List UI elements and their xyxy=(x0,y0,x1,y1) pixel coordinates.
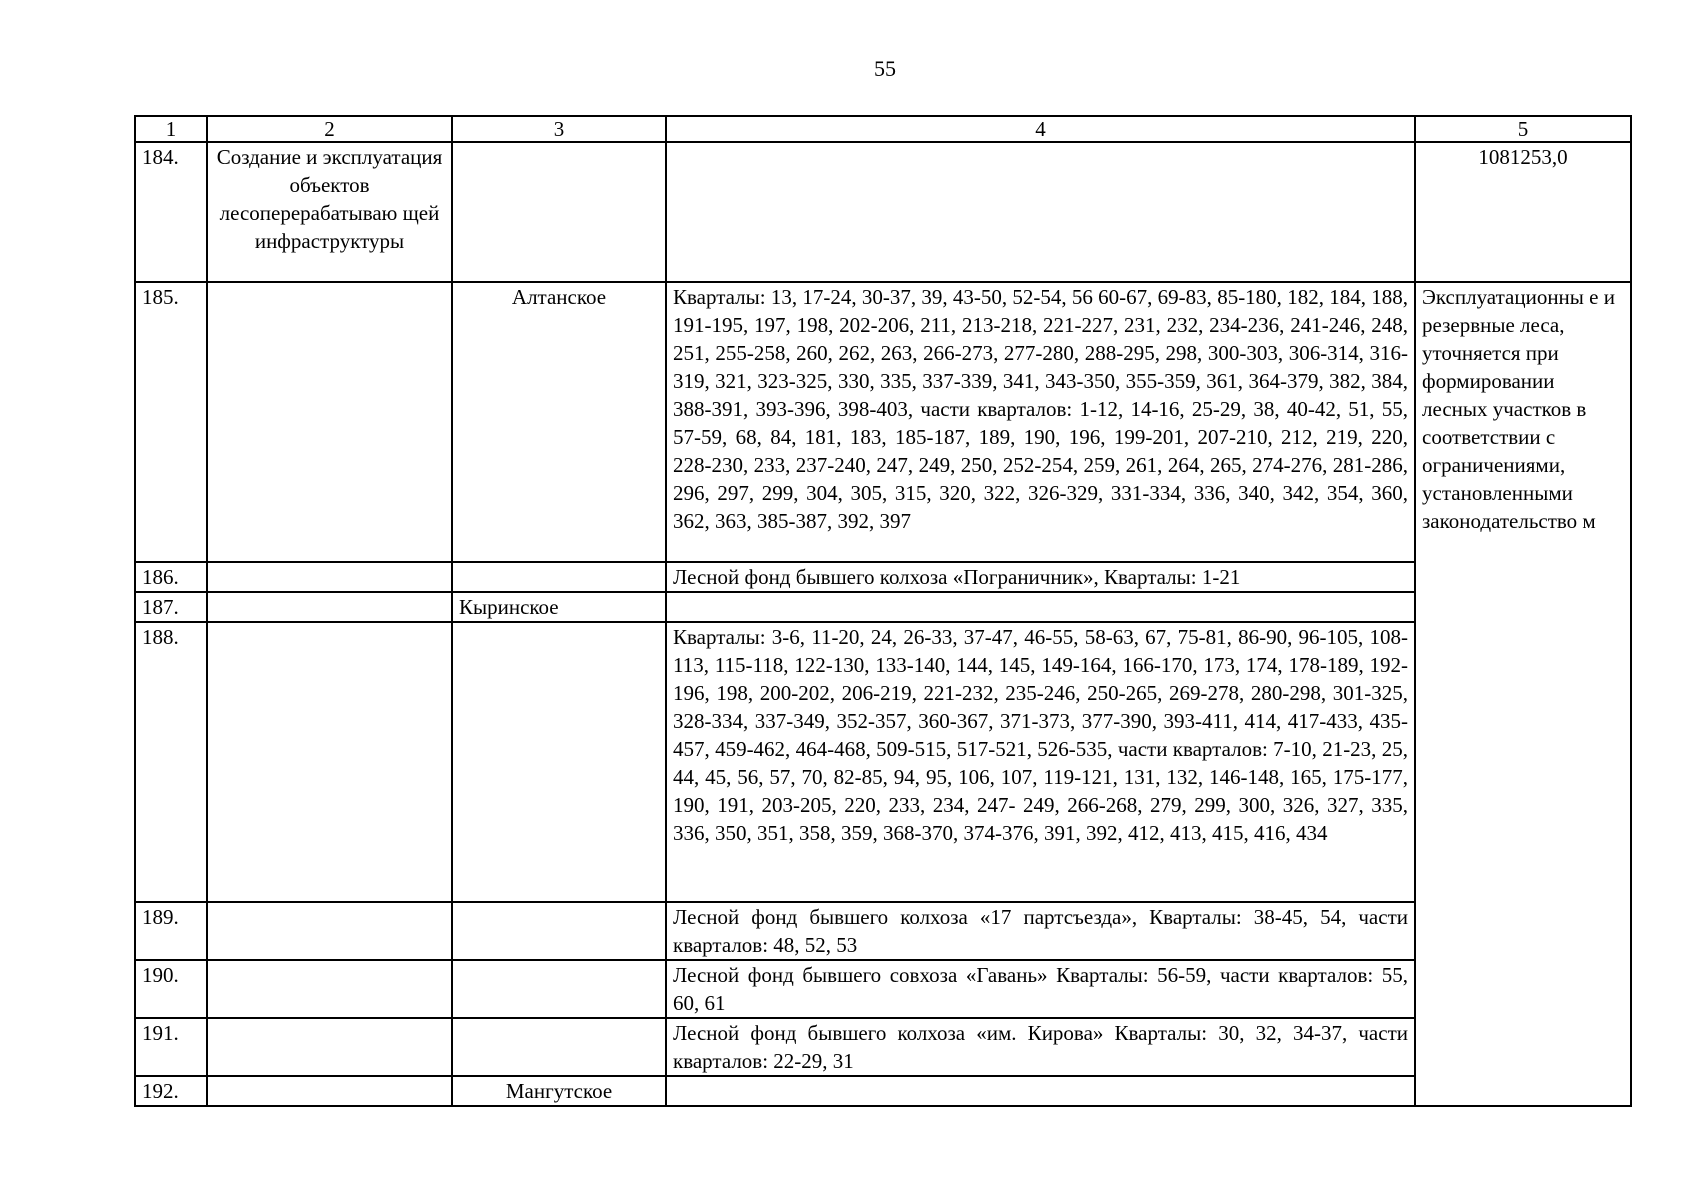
quarters-cell: Лесной фонд бывшего колхоза «им. Кирова» Кварталы: 30, 32, 34-37, части кварталов: 22-29, 31 xyxy=(666,1018,1415,1076)
activity-name xyxy=(207,592,452,622)
row-number: 187. xyxy=(135,592,207,622)
table-row xyxy=(135,592,1631,622)
forestry-cell xyxy=(452,1018,666,1076)
table-row xyxy=(135,622,1631,902)
table-row xyxy=(135,960,1631,1018)
activity-name xyxy=(207,960,452,1018)
row-number: 184. xyxy=(135,142,207,282)
forest-table xyxy=(134,115,1632,1107)
quarters-cell: Лесной фонд бывшего колхоза «17 партсъезда», Кварталы: 38-45, 54, части кварталов: 48, 52, 53 xyxy=(666,902,1415,960)
quarters-cell xyxy=(666,1076,1415,1106)
forestry-name: Кыринское xyxy=(452,592,666,622)
header-cell: 5 xyxy=(1415,116,1631,142)
row-number: 192. xyxy=(135,1076,207,1106)
forestry-cell xyxy=(452,902,666,960)
row-number: 190. xyxy=(135,960,207,1018)
table-row xyxy=(135,1076,1631,1106)
page-number: 55 xyxy=(874,56,896,81)
activity-name xyxy=(207,282,452,562)
activity-name xyxy=(207,902,452,960)
quarters-cell: Кварталы: 13, 17-24, 30-37, 39, 43-50, 52-54, 56 60-67, 69-83, 85-180, 182, 184, 188, 191-195, 197, 198, 202-206, 211, 213-218, 221-227, 231, 232, 234-236, 241-246, 248, 251, 255-258, 260, 262, 263, 266-273, 277-280, 288-295, 298, 300-303, 306-314, 316-319, 321, 323-325, 330, 335, 337-339, 341, 343-350, 355-359, 361, 364-379, 382, 384, 388-391, 393-396, 398-403, части кварталов: 1-12, 14-16, 25-29, 38, 40-42, 51, 55, 57-59, 68, 84, 181, 183, 185-187, 189, 190, 196, 199-201, 207-210, 212, 219, 220, 228-230, 233, 237-240, 247, 249, 250, 252-254, 259, 261, 264, 265, 274-276, 281-286, 296, 297, 299, 304, 305, 315, 320, 322, 326-329, 331-334, 336, 340, 342, 354, 360, 362, 363, 385-387, 392, 397 xyxy=(666,282,1415,562)
table-row xyxy=(135,282,1631,562)
table-row xyxy=(135,1018,1631,1076)
header-cell: 1 xyxy=(135,116,207,142)
row-number: 189. xyxy=(135,902,207,960)
activity-name xyxy=(207,622,452,902)
header-cell: 4 xyxy=(666,116,1415,142)
forestry-cell xyxy=(452,960,666,1018)
row-number: 191. xyxy=(135,1018,207,1076)
forestry-cell xyxy=(452,142,666,282)
table-header-row xyxy=(135,116,1631,142)
activity-name xyxy=(207,1076,452,1106)
activity-name: Создание и эксплуатация объектов лесоперерабатываю щей инфраструктуры xyxy=(207,142,452,282)
row-number: 188. xyxy=(135,622,207,902)
quarters-cell: Лесной фонд бывшего колхоза «Пограничник», Кварталы: 1-21 xyxy=(666,562,1415,592)
quarters-cell xyxy=(666,592,1415,622)
activity-name xyxy=(207,1018,452,1076)
row-number: 186. xyxy=(135,562,207,592)
forestry-cell xyxy=(452,622,666,902)
table-row xyxy=(135,562,1631,592)
quarters-cell: Кварталы: 3-6, 11-20, 24, 26-33, 37-47, 46-55, 58-63, 67, 75-81, 86-90, 96-105, 108-113, 115-118, 122-130, 133-140, 144, 145, 149-164, 166-170, 173, 174, 178-189, 192-196, 198, 200-202, 206-219, 221-232, 235-246, 250-265, 269-278, 280-298, 301-325, 328-334, 337-349, 352-357, 360-367, 371-373, 377-390, 393-411, 414, 417-433, 435-457, 459-462, 464-468, 509-515, 517-521, 526-535, части кварталов: 7-10, 21-23, 25, 44, 45, 56, 57, 70, 82-85, 94, 95, 106, 107, 119-121, 131, 132, 146-148, 165, 175-177, 190, 191, 203-205, 220, 233, 234, 247- 249, 266-268, 279, 299, 300, 326, 327, 335, 336, 350, 351, 358, 359, 368-370, 374-376, 391, 392, 412, 413, 415, 416, 434 xyxy=(666,622,1415,902)
quarters-cell: Лесной фонд бывшего совхоза «Гавань» Кварталы: 56-59, части кварталов: 55, 60, 61 xyxy=(666,960,1415,1018)
forestry-name: Мангутское xyxy=(452,1076,666,1106)
table-row xyxy=(135,142,1631,282)
quarters-cell xyxy=(666,142,1415,282)
activity-name xyxy=(207,562,452,592)
area-value: 1081253,0 xyxy=(1415,142,1631,282)
header-cell: 3 xyxy=(452,116,666,142)
row-number: 185. xyxy=(135,282,207,562)
category-note: Эксплуатационны е и резервные леса, уточняется при формировании лесных участков в соответствии с ограничениями, установленными законодательство м xyxy=(1415,282,1631,1106)
header-cell: 2 xyxy=(207,116,452,142)
forestry-cell xyxy=(452,562,666,592)
table-row xyxy=(135,902,1631,960)
forestry-name: Алтанское xyxy=(452,282,666,562)
